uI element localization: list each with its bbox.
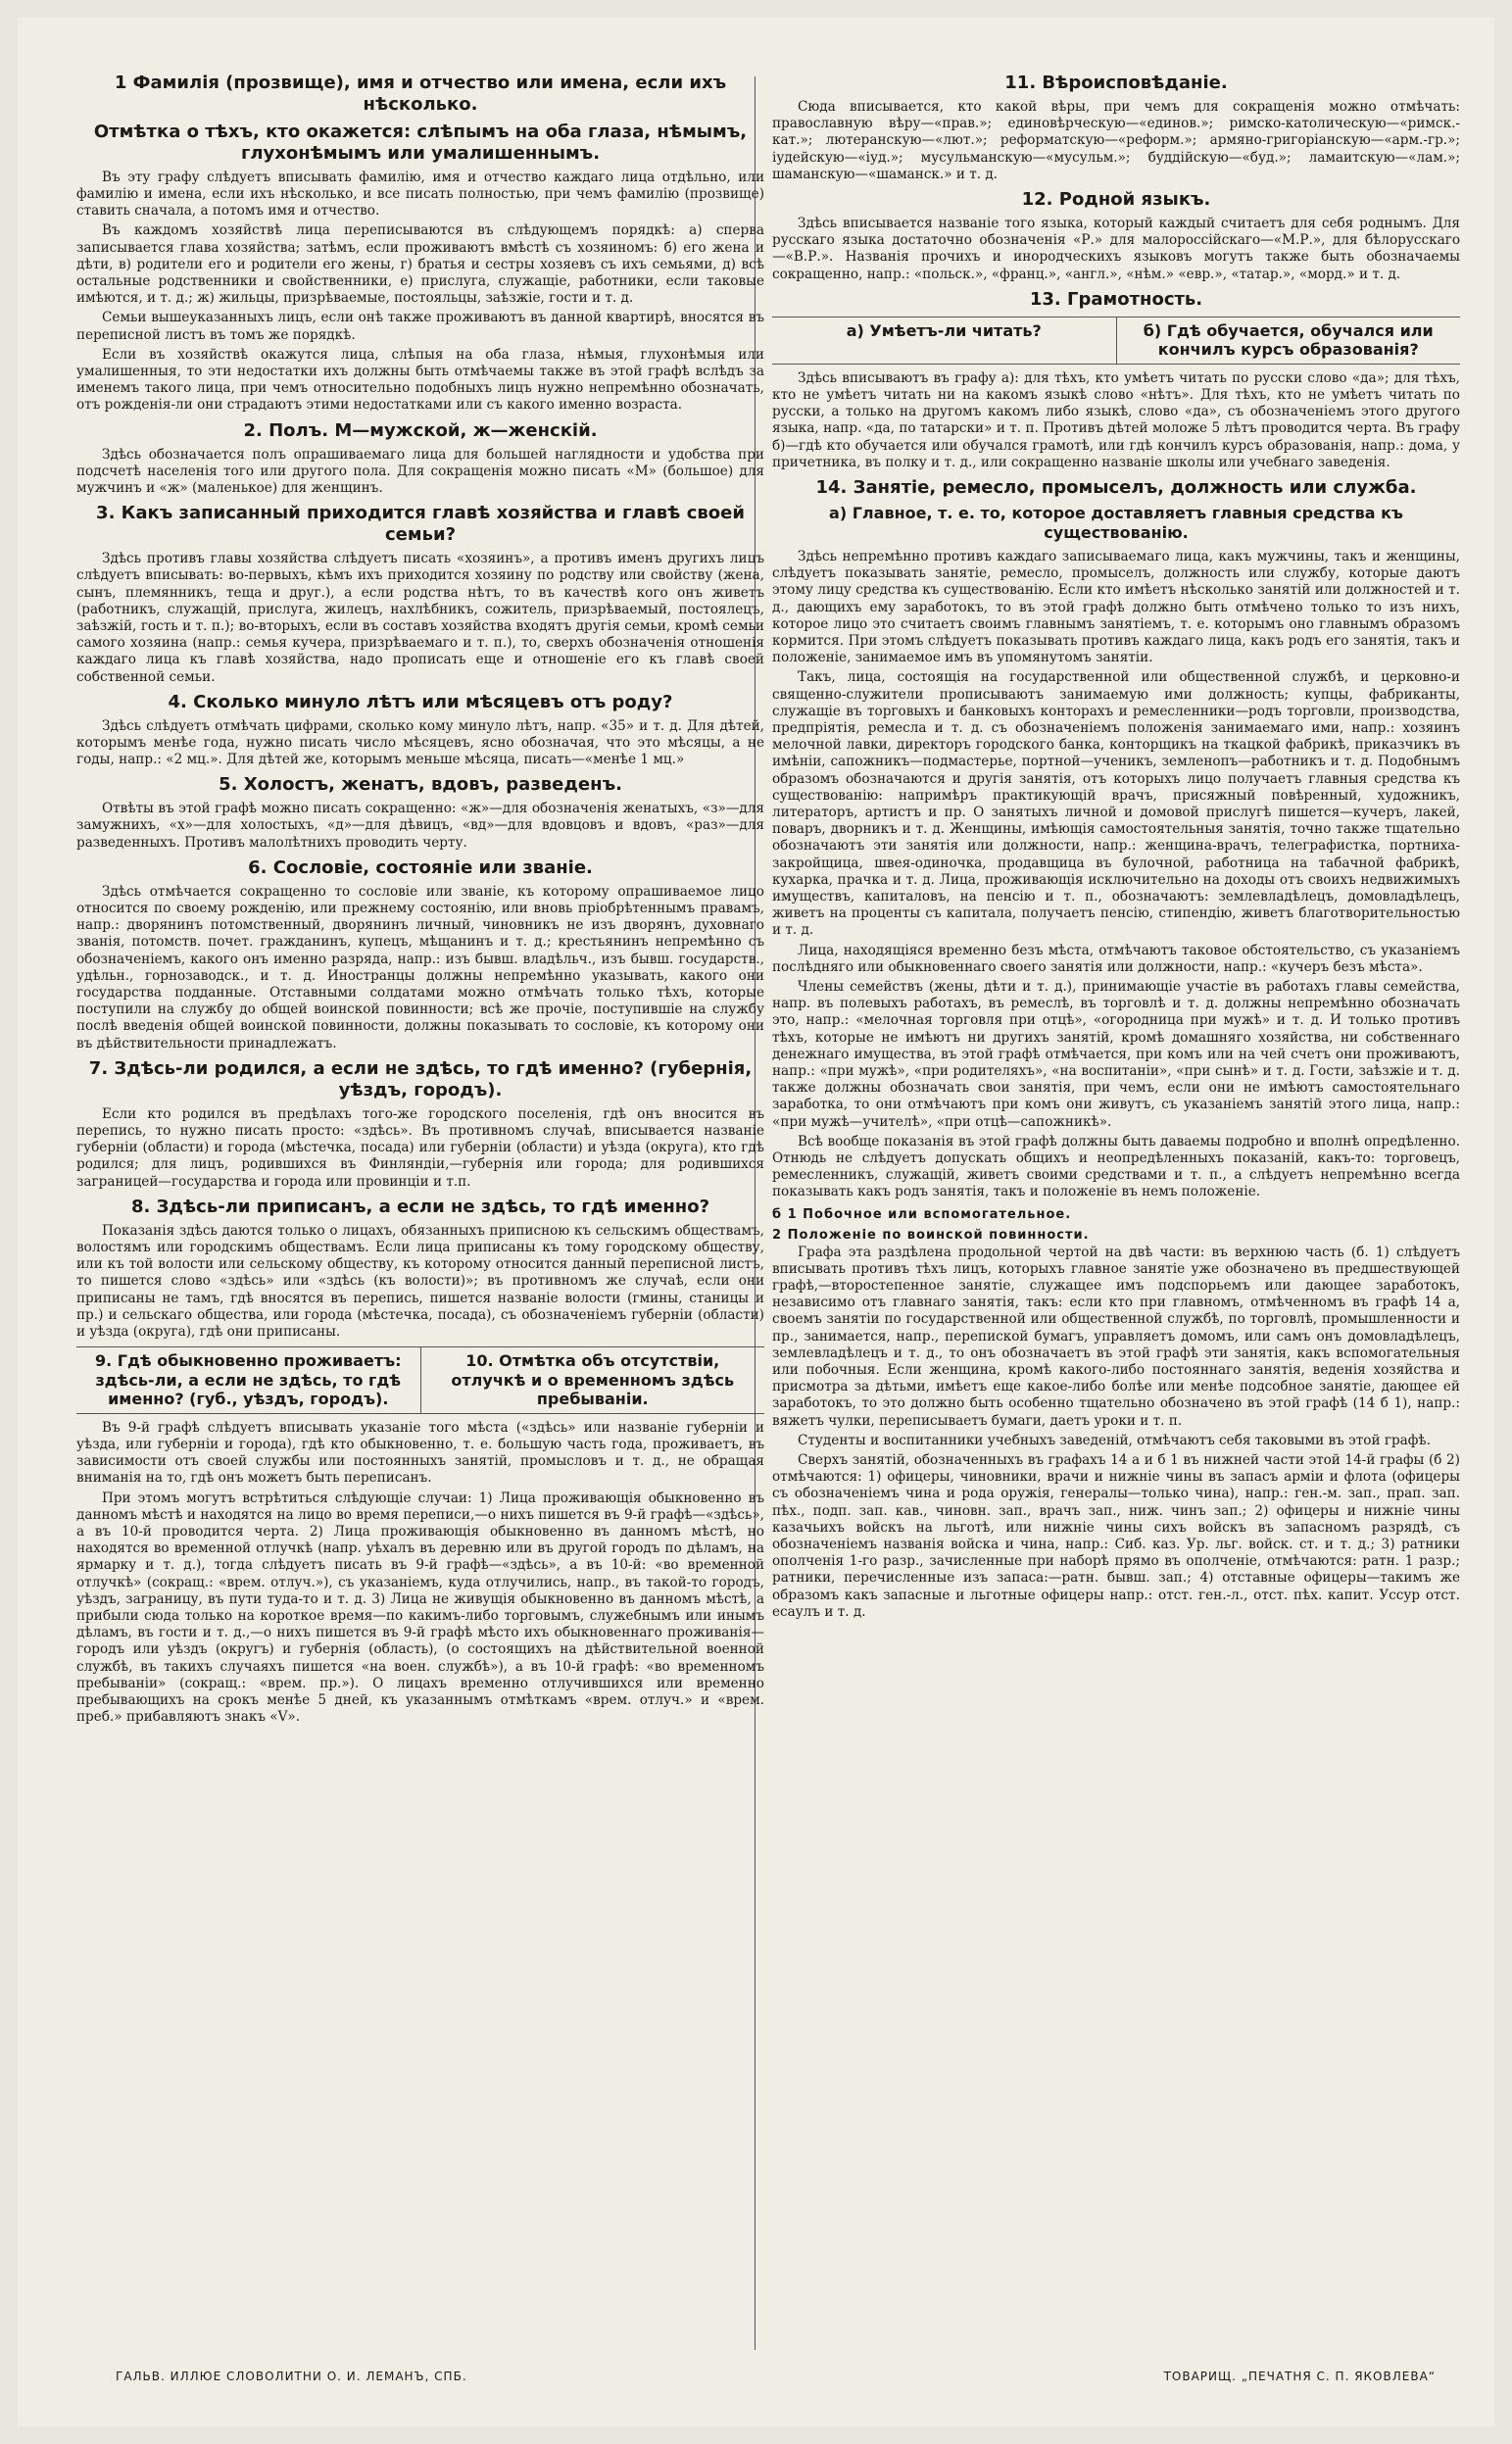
section-5-heading: 5. Холостъ, женатъ, вдовъ, разведенъ.	[219, 774, 622, 796]
paragraph: Сверхъ занятій, обозначенныхъ въ графахъ 14 а и б 1 въ нижней части этой 14-й графы (б 2) отмѣчаются: 1) офицеры, чиновники, врачи и нижніе чины въ запасъ арміи и флота (офицеры съ обозначеніемъ чина и рода оружія, генералы—только чина), напр.: ген.-м. зап., прап. зап. пѣх., подп. зап. кав., чиновн. зап., врачъ зап., ниж. чинъ зап.; 2) офицеры и нижніе чины казачьихъ войскъ на льготѣ, или нижніе чины сихъ войскъ въ запасномъ разрядѣ, съ обозначеніемъ названія войска и чина, напр.: Сиб. каз. Ур. льг. войск. ст. и т. д.; 3) ратники ополченія 1-го разр., зачисленные при наборѣ прямо въ ополченіе, отмѣчаются: ратн. 1 разр.; ратники, перечисленные изъ запаса:—ратн. бывш. зап.; 4) отставные офицеры—такимъ же образомъ какъ запасные и льготные офицеры напр.: отст. ген.-л., отст. пѣх. капит. Уссур отст. есаулъ и т. д.	[772, 1452, 1460, 1620]
section-12-heading: 12. Родной языкъ.	[1021, 188, 1211, 210]
section-14-heading: 14. Занятіе, ремесло, промыселъ, должность или служба.	[815, 476, 1417, 498]
printer-credit-right: ТОВАРИЩ. „ПЕЧАТНЯ С. П. ЯКОВЛЕВА“	[1163, 2370, 1436, 2383]
paragraph: Члены семействъ (жены, дѣти и т. д.), принимающіе участіе въ работахъ главы семейства, напр. въ полевыхъ работахъ, въ ремеслѣ, въ торговлѣ и т. д. должны непремѣнно обозначать это, напр.: «мелочная торговля при отцѣ», «огородница при мужѣ» и т. д. И только противъ тѣхъ, которые не имѣютъ ни другихъ занятій, кромѣ домашняго хозяйства, ни собственнаго денежнаго имущества, въ этой графѣ отмѣчается, при комъ или на чей счетъ они проживаютъ, напр.: «при мужѣ», «при родителяхъ», «на воспитаніи», «при сынѣ» и т. д. Гости, заѣзжіе и т. д. также должны обозначать свои занятія, при чемъ, если они не имѣютъ самостоятельнаго заработка, то они отмѣчаютъ при комъ они живутъ, съ указаніемъ занятій этого лица, напр.: «при мужѣ—учителѣ», «при отцѣ—сапожникѣ».	[772, 978, 1460, 1130]
paragraph: Въ 9-й графѣ слѣдуетъ вписывать указаніе того мѣста («здѣсь» или названіе губерніи и уѣзда, или губерніи и города), гдѣ кто обыкновенно, т. е. большую часть года, проживаетъ, въ зависимости отъ своей службы или постоянныхъ занятій, промысловъ и т. д., не обращая вниманія на то, гдѣ онъ можетъ быть переписанъ.	[76, 1419, 764, 1487]
paragraph: Здѣсь обозначается полъ опрашиваемаго лица для большей наглядности и удобства при подсчетѣ населенія того или другого пола. Для сокращенія можно писать «М» (большое) для мужчинъ и «ж» (маленькое) для женщинъ.	[76, 446, 764, 497]
section-13a-heading: а) Умѣетъ-ли читать?	[846, 320, 1042, 340]
paragraph: Такъ, лица, состоящія на государственной или общественной службѣ, и церковно-и священно-служители прописываютъ занимаемую ими должность; купцы, фабриканты, служащіе въ торговыхъ и банковыхъ конторахъ и ремесленники—родъ торговли, производства, предпріятія, ремесла и т. д. съ обозначеніемъ положенія занимаемаго ими, напр.: хозяинъ мелочной лавки, директоръ городского банка, конторщикъ на ткацкой фабрикѣ, приказчикъ въ имѣніи, сапожникъ—подмастерье, портной—ученикъ, земленопъ—работникъ и т. д. Подобнымъ образомъ обозначаются и другія занятія, отъ которыхъ лицо получаетъ главныя средства къ существованію: напримѣръ практикующій врачъ, присяжный повѣренный, художникъ, литераторъ, артистъ и пр. О занятыхъ личной и домовой прислугѣ пишется—кучеръ, лакей, поваръ, дворникъ и т. д. Женщины, имѣющія самостоятельныя занятія, точно также тщательно обозначаютъ эти занятія или должности, напр.: женщина-врачъ, телеграфистка, портниха-закройщица, швея-одиночка, продавщица въ булочной, работница на табачной фабрикѣ, кухарка, прачка и т. д. Лица, проживающія исключительно на доходы отъ своихъ недвижимыхъ имуществъ, капиталовъ, на пенсію и т. п., обозначаютъ: землевладѣлецъ, домовладѣлецъ, живетъ на проценты съ капитала, получаетъ пенсію, стипендію, живетъ благотворительностью и т. д.	[772, 669, 1460, 939]
paragraph: Здѣсь слѣдуетъ отмѣчать цифрами, сколько кому минуло лѣтъ, напр. «35» и т. д. Для дѣтей, которымъ менѣе года, нужно писать число мѣсяцевъ, ясно обозначая, что это мѣсяцы, а не годы, напр.: «2 мц.». Для дѣтей же, которымъ меньше мѣсяца, писать—«менѣе 1 мц.»	[76, 717, 764, 768]
paragraph: Отвѣты въ этой графѣ можно писать сокращенно: «ж»—для обозначенія женатыхъ, «з»—для замужнихъ, «х»—для холостыхъ, «д»—для дѣвицъ, «вд»—для вдовцовъ и вдовъ, «раз»—для разведенныхъ. Противъ малолѣтнихъ проводить черту.	[76, 801, 764, 851]
section-13b-heading: б) Гдѣ обучается, обучался или кончилъ курсъ образованія?	[1143, 320, 1434, 360]
section-1-heading: 1 Фамилія (прозвище), имя и отчество или имена, если ихъ нѣсколько.	[114, 73, 727, 115]
paragraph: Лица, находящіяся временно безъ мѣста, отмѣчаютъ таковое обстоятельство, съ указаніемъ послѣдняго или обыкновеннаго своего занятія или должности, напр.: «кучеръ безъ мѣста».	[772, 942, 1460, 975]
section-13-subheader	[772, 317, 1460, 365]
printer-credit-left: ГАЛЬВ. ИЛЛЮЕ СЛОВОЛИТНИ О. И. ЛЕМАНЪ, СПБ.	[116, 2370, 467, 2383]
paragraph: Здѣсь вписываютъ въ графу а): для тѣхъ, кто умѣетъ читать по русски слово «да»; для тѣхъ, кто не умѣетъ читать ни на какомъ языкѣ слово «нѣтъ». Для тѣхъ, кто не умѣетъ читать по русски, а только на другомъ какомъ либо языкѣ, слово «да», съ обозначеніемъ этого другого языка, напр. «да, по татарски» и т. п. Противъ дѣтей моложе 5 лѣтъ проводится черта. Въ графу б)—гдѣ кто обучается или обучался грамотѣ, или гдѣ кончилъ курсъ образованія, напр.: дома, у причетника, въ полку и т. д., или сокращенно названіе школы или учебнаго заведенія.	[772, 369, 1460, 470]
section-2-heading: 2. Полъ. М—мужской, ж—женскій.	[243, 419, 598, 441]
paragraph: Здѣсь вписывается названіе того языка, который каждый считаетъ для себя роднымъ. Для русскаго языка достаточно обозначенія «Р.» для малороссійскаго—«М.Р.», для бѣлорусскаго—«В.Р.». Названія прочихъ и инородческихъ языковъ могутъ также быть обозначаемы сокращенно, напр.: «польск.», «франц.», «англ.», «нѣм.» «евр.», «татар.», «морд.» и т. д.	[772, 215, 1460, 282]
paragraph: При этомъ могутъ встрѣтиться слѣдующіе случаи: 1) Лица проживающія обыкновенно въ данномъ мѣстѣ и находятся на лицо во время переписи,—о нихъ пишется въ 9-й графѣ—«здѣсь», а въ 10-й проводится черта. 2) Лица проживающія обыкновенно въ данномъ мѣстѣ, но находятся во временной отлучкѣ (напр. уѣхалъ въ деревню или въ другой городъ по дѣламъ, на ярмарку и т. д.), тогда слѣдуетъ писать въ 9-й графѣ—«здѣсь», а въ 10-й: «во временной отлучкѣ» (сокращ.: «врем. отлуч.»), съ указаніемъ, куда отлучились, напр., въ такой-то городъ, уѣздъ, заграницу, въ пути туда-то и т. д. 3) Лица не живущія обыкновенно въ данномъ мѣстѣ, а прибыли сюда только на короткое время—по какимъ-либо торговымъ, служебнымъ или инымъ дѣламъ, въ гости и т. д.,—о нихъ пишется въ 9-й графѣ мѣсто ихъ обыкновеннаго проживанія—городъ или уѣздъ (округъ) и губернія (область), (о состоящихъ на дѣйствительной военной службѣ, въ такихъ случаяхъ пишется «на воен. службѣ»), а въ 10-й графѣ: «во временномъ пребываніи» (сокращ.: «врем. пр.»). О лицахъ временно отлучившихся или временно пребывающихъ на срокъ менѣе 5 дней, къ указаннымъ отмѣткамъ «врем. отлуч.» и «врем. преб.» прибавляютъ знакъ «V».	[76, 1490, 764, 1726]
paragraph: Здѣсь отмѣчается сокращенно то сословіе или званіе, къ которому опрашиваемое лицо относится по своему рожденію, или прежнему состоянію, или вновь пріобрѣтеннымъ правамъ, напр.: дворянинъ потомственный, дворянинъ личный, чиновникъ не изъ дворянъ, духовнаго званія, потомств. почет. гражданинъ, купецъ, мѣщанинъ и т. д.; крестьянинъ непремѣнно съ обозначеніемъ, какого онъ именно разряда, напр.: изъ бывш. владѣльч., изъ бывш. государств., удѣльн., горнозаводск., и т. д. Иностранцы должны непремѣнно указывать, какого они государства подданные. Отставными солдатами можно отмѣчать только тѣхъ, которые поступили на службу до общей воинской повинности; всѣ же прочіе, поступившіе на службу послѣ введенія общей воинской повинности, должны показывать то сословіе, къ которому они въ дѣйствительности принадлежатъ.	[76, 883, 764, 1051]
section-13a-cell	[772, 318, 1116, 364]
section-8-heading: 8. Здѣсь-ли приписанъ, а если не здѣсь, то гдѣ именно?	[130, 1196, 710, 1217]
paragraph: Въ каждомъ хозяйствѣ лица переписываются въ слѣдующемъ порядкѣ: а) сперва записывается глава хозяйства; затѣмъ, если проживаютъ вмѣстѣ съ хозяиномъ: б) его жена и дѣти, в) родители его и родители его жены, г) братья и сестры хозяевъ съ ихъ семьями, д) всѣ остальные родственники и свойственники, е) прислуга, служащіе, работники, если таковые имѣются, и т. д.; ж) жильцы, призрѣваемые, постояльцы, заѣзжіе, гости и т. д.	[76, 222, 764, 307]
section-7-heading: 7. Здѣсь-ли родился, а если не здѣсь, то гдѣ именно? (губернія, уѣздъ, городъ).	[88, 1057, 753, 1100]
right-column	[772, 67, 1460, 2350]
paragraph: Здѣсь противъ главы хозяйства слѣдуетъ писать «хозяинъ», а противъ именъ другихъ лицъ слѣдуетъ вписывать: во-первыхъ, кѣмъ ихъ приходится хозяину по родству или свойству (жена, сынъ, племянникъ, теща и друг.), а если родства нѣтъ, то въ качествѣ кого онъ живетъ (работникъ, служащій, прислуга, жилецъ, нахлѣбникъ, сожитель, призрѣваемый, постоялецъ, заѣзжій, гость и т. п.); во-вторыхъ, если въ составъ хозяйства входятъ другія семьи, кромѣ семьи самого хозяина (напр.: семья кучера, призрѣваемаго и т. п.), то, сверхъ обозначенія отношенія каждаго лица къ главѣ хозяйства, надо прописать еще и отношеніе его къ главѣ своей собственной семьи.	[76, 551, 764, 685]
section-1-subheading: Отмѣтка о тѣхъ, кто окажется: слѣпымъ на оба глаза, нѣмымъ, глухонѣмымъ или умалишеннымъ.	[93, 121, 748, 164]
left-column	[76, 67, 764, 2350]
paragraph: Сюда вписывается, кто какой вѣры, при чемъ для сокращенія можно отмѣчать: православную вѣру—«прав.»; единовѣрческую—«единов.»; римско-католическую—«римск.-кат.»; лютеранскую—«лют.»; реформатскую—«реформ.»; армяно-григоріанскую—«арм.-гр.»; іудейскую—«іуд.»; мусульманскую—«мусульм.»; буддійскую—«буд.»; ламаитскую—«лам.»; шаманскую—«шаманск.» и т. д.	[772, 98, 1460, 182]
paragraph: Семьи вышеуказанныхъ лицъ, если онѣ также проживаютъ въ данной квартирѣ, вносятся въ переписной листъ въ томъ же порядкѣ.	[76, 310, 764, 343]
section-10-cell	[420, 1347, 765, 1413]
section-4-heading: 4. Сколько минуло лѣтъ или мѣсяцевъ отъ роду?	[168, 691, 673, 712]
document-page	[18, 18, 1494, 2426]
section-3-heading: 3. Какъ записанный приходится главѣ хозяйства и главѣ своей семьи?	[96, 503, 745, 546]
section-11-heading: 11. Вѣроисповѣданіе.	[1004, 73, 1228, 93]
section-9-10-header	[76, 1346, 764, 1414]
section-14b1-heading: б 1 Побочное или вспомогательное.	[772, 1206, 1072, 1222]
section-13b-cell	[1116, 318, 1461, 364]
section-9-heading: 9. Гдѣ обыкновенно проживаетъ: здѣсь-ли, а если не здѣсь, то гдѣ именно? (губ., уѣздъ, городъ).	[94, 1351, 402, 1409]
section-9-cell	[76, 1347, 420, 1413]
section-10-heading: 10. Отмѣтка объ отсутствіи, отлучкѣ и о временномъ здѣсь пребываніи.	[451, 1351, 735, 1409]
paragraph: Здѣсь непремѣнно противъ каждаго записываемаго лица, какъ мужчины, такъ и женщины, слѣдуетъ показывать занятіе, ремесло, промыселъ, должность или службу, которые даютъ этому лицу средства къ существованію. Если кто имѣетъ нѣсколько занятій или должностей и т. д., дающихъ ему заработокъ, то въ этой графѣ должно быть отмѣчено только то изъ нихъ, которое лицо это считаетъ своимъ главнымъ занятіемъ, т. е. которымъ оно главнымъ образомъ кормится. При этомъ слѣдуетъ показывать противъ каждаго лица, какъ родъ его занятія, такъ и положеніе, занимаемое имъ въ упомянутомъ занятіи.	[772, 548, 1460, 666]
paragraph: Если въ хозяйствѣ окажутся лица, слѣпыя на оба глаза, нѣмыя, глухонѣмыя или умалишенныя, то эти недостатки ихъ должны быть отмѣчаемы также въ этой графѣ вслѣдъ за именемъ такого лица, при чемъ относительно подобныхъ лицъ нужно непремѣнно обозначать, отъ рожденія-ли они страдаютъ этими недостатками или съ какого именно возраста.	[76, 346, 764, 414]
paragraph: Если кто родился въ предѣлахъ того-же городского поселенія, гдѣ онъ вносится въ перепись, то нужно писать просто: «здѣсь». Въ противномъ случаѣ, вписывается названіе губерніи (области) и города (мѣстечка, посада) или губерніи (области) и уѣзда (округа), кто гдѣ родился; для лицъ, родившихся въ Финляндіи,—губернія или города; для родившихся заграницей—государства и города или провинціи и т.п.	[76, 1105, 764, 1190]
section-6-heading: 6. Сословіе, состояніе или званіе.	[248, 856, 593, 878]
paragraph: Показанія здѣсь даются только о лицахъ, обязанныхъ приписною къ сельскимъ обществамъ, волостямъ или городскимъ обществамъ. Если лица приписаны къ тому городскому обществу, или къ той волости или сельскому обществу, къ которому относится данный переписной листъ, то пишется слово «здѣсь» или «здѣсь (къ волости)»; въ противномъ же случаѣ, если они приписаны не тамъ, гдѣ вносятся въ перепись, пишется названіе волости (гмины, станицы и пр.) и сельскаго общества, или города (мѣстечка, посада), съ обозначеніемъ губерніи (области) и уѣзда (округа), гдѣ они приписаны.	[76, 1222, 764, 1340]
paragraph: Всѣ вообще показанія въ этой графѣ должны быть даваемы подробно и вполнѣ опредѣленно. Отнюдь не слѣдуетъ допускать общихъ и неопредѣленныхъ показаній, какъ-то: торговецъ, ремесленникъ, служащій, живетъ своими средствами и т. п., а слѣдуетъ непремѣнно всегда показывать какъ родъ занятія, такъ и положеніе въ немъ положеніе.	[772, 1133, 1460, 1200]
section-14a-heading: а) Главное, т. е. то, которое доставляетъ главныя средства къ существованію.	[829, 503, 1403, 542]
paragraph: Студенты и воспитанники учебныхъ заведеній, отмѣчаютъ себя таковыми въ этой графѣ.	[798, 1432, 1431, 1448]
section-13-heading: 13. Грамотность.	[1029, 288, 1203, 310]
paragraph: Графа эта раздѣлена продольной чертой на двѣ части: въ верхнюю часть (б. 1) слѣдуетъ вписывать противъ тѣхъ лицъ, которыхъ главное занятіе уже обозначено въ предшествующей графѣ,—второстепенное занятіе, служащее имъ подспорьемъ или дающее заработокъ, независимо отъ главнаго занятія, такъ: если кто при главномъ, отмѣченномъ въ графѣ 14 а, своемъ занятіи по государственной или общественной службѣ, по торговлѣ, промышленности и пр., занимается, напр., перепиской бумагъ, управляетъ домомъ, или самъ онъ домовладѣлецъ, землевладѣлецъ и т. д., то онъ обозначаетъ въ этой графѣ эти занятія, какъ вспомогательныя или побочныя. Если женщина, кромѣ какого-либо постояннаго занятія, веденія хозяйства и присмотра за дѣтьми, имѣетъ еще какое-либо болѣе или менѣе подсобное занятіе, дающее ей заработокъ, то это должно быть особенно тщательно обозначено въ этой графѣ (14 б 1), напр.: вяжетъ чулки, переписываетъ бумаги, даетъ уроки и т. п.	[772, 1244, 1460, 1429]
paragraph: Въ эту графу слѣдуетъ вписывать фамилію, имя и отчество каждаго лица отдѣльно, или фамилію и имена, если ихъ нѣсколько, и все писать полностью, при чемъ фамилію (прозвище) ставить сначала, а потомъ имя и отчество.	[76, 169, 764, 220]
section-14b2-heading: 2 Положеніе по воинской повинности.	[772, 1227, 1090, 1243]
